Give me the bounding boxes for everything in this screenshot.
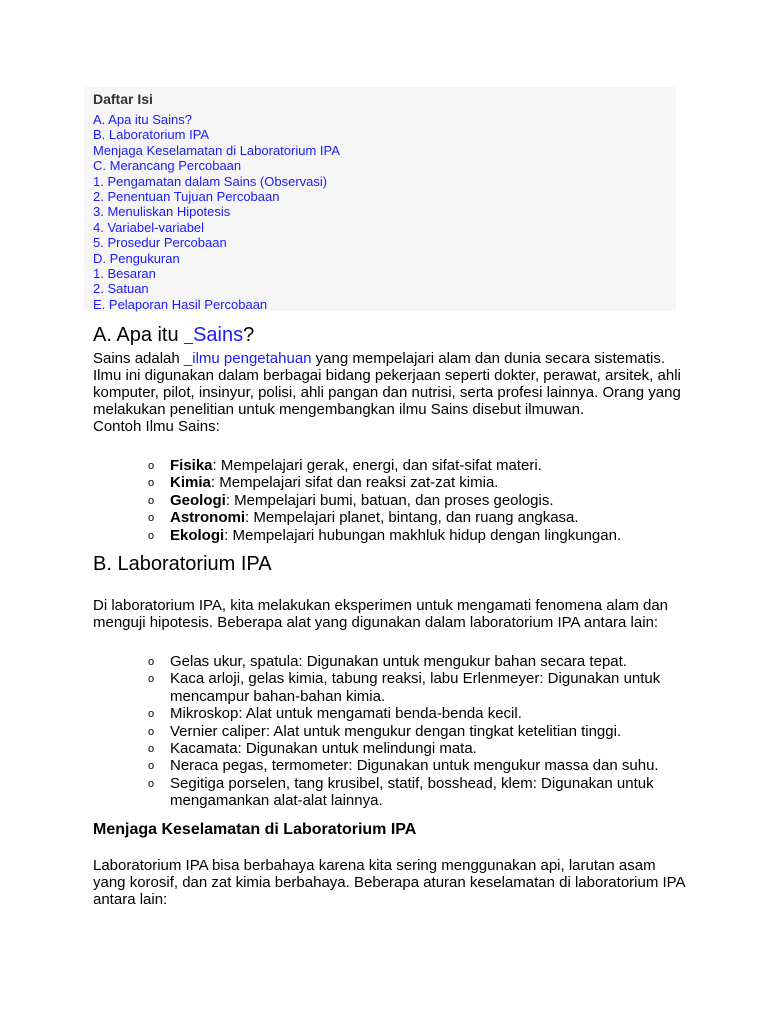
list-item (148, 757, 685, 774)
list-text: Kaca arloji, gelas kimia, tabung reaksi, labu Erlenmeyer: Digunakan untuk mencampur bahan-bahan kimia. (170, 670, 661, 705)
bullet-icon: o (148, 529, 155, 542)
list-item (148, 723, 685, 740)
table-of-contents (84, 87, 676, 311)
section-a-heading (93, 322, 685, 350)
list-item (148, 492, 685, 509)
toc-link-apa-itu-sains[interactable]: A. Apa itu Sains? (93, 112, 193, 127)
toc-title: Daftar Isi (93, 91, 153, 107)
bullet-icon: o (148, 743, 155, 756)
toc-link-besaran[interactable]: 1. Besaran (93, 266, 156, 282)
bullet-icon: o (148, 494, 155, 507)
list-term: Astronomi (170, 509, 245, 527)
article-content (93, 322, 685, 908)
list-text: Gelas ukur, spatula: Digunakan untuk mengukur bahan secara tepat. (170, 653, 627, 671)
science-list (93, 457, 685, 544)
list-text: Vernier caliper: Alat untuk mengukur dengan tingkat ketelitian tinggi. (170, 722, 622, 740)
toc-link-merancang-percobaan[interactable]: C. Merancang Percobaan (93, 158, 242, 174)
para-text: Sains adalah (93, 350, 184, 367)
toc-link-pengamatan[interactable]: 1. Pengamatan dalam Sains (Observasi) (93, 173, 328, 189)
list-text: Mikroskop: Alat untuk mengamati benda-benda kecil. (170, 705, 522, 723)
bullet-icon: o (148, 460, 155, 472)
bullet-icon: o (148, 512, 155, 525)
list-desc: : Mempelajari sifat dan reaksi zat-zat kimia. (210, 474, 499, 492)
contoh-ilmu-label: Contoh Ilmu Sains: (93, 418, 220, 435)
list-item (148, 527, 685, 544)
list-text: Kacamata: Digunakan untuk melindungi mata. (170, 740, 477, 758)
list-item (148, 474, 685, 491)
toc-link-laboratorium-ipa[interactable]: B. Laboratorium IPA (93, 127, 210, 143)
list-item (148, 509, 685, 526)
list-desc: : Mempelajari hubungan makhluk hidup dengan lingkungan. (224, 526, 622, 544)
list-item (148, 775, 685, 810)
toc-link-pelaporan[interactable]: E. Pelaporan Hasil Percobaan (93, 296, 268, 312)
toc-list (93, 112, 667, 312)
list-item (148, 705, 685, 722)
list-item (148, 670, 685, 705)
toc-link-menjaga-keselamatan[interactable]: Menjaga Keselamatan di Laboratorium IPA (93, 142, 340, 158)
list-term: Fisika (170, 457, 213, 474)
section-a-paragraph (93, 350, 685, 418)
list-desc: : Mempelajari planet, bintang, dan ruang angkasa. (245, 509, 579, 527)
list-item (148, 740, 685, 757)
list-item (148, 457, 685, 474)
list-term: Ekologi (170, 526, 225, 544)
para-text: yang mempelajari alam dan dunia secara sistematis. Ilmu ini digunakan dalam berbagai bidang pekerjaan seperti dokter, perawat, arsitek, ahli komputer, pilot, insinyur, polisi, ahli pangan dan nutrisi, serta profesi lainnya. Orang yang melakukan penelitian untuk mengembangkan ilmu Sains disebut ilmuwan. (93, 350, 681, 418)
bullet-icon: o (148, 777, 155, 790)
sains-link[interactable]: Sains (193, 324, 244, 346)
toc-link-hipotesis[interactable]: 3. Menuliskan Hipotesis (93, 204, 231, 220)
bullet-icon: o (148, 477, 155, 490)
list-text: Segitiga porselen, tang krusibel, statif, bosshead, klem: Digunakan untuk mengamankan alat-alat lainnya. (170, 774, 654, 810)
list-term: Geologi (170, 491, 226, 509)
list-text: Neraca pegas, termometer: Digunakan untuk mengukur massa dan suhu. (170, 757, 659, 775)
toc-link-penentuan-tujuan[interactable]: 2. Penentuan Tujuan Percobaan (93, 189, 280, 205)
lab-tools-list (93, 653, 685, 810)
toc-link-pengukuran[interactable]: D. Pengukuran (93, 250, 180, 266)
list-desc: : Mempelajari bumi, batuan, dan proses geologis. (225, 491, 554, 509)
ilmu-pengetahuan-link[interactable]: ilmu pengetahuan (192, 350, 312, 367)
safety-heading: Menjaga Keselamatan di Laboratorium IPA (93, 820, 417, 838)
toc-link-variabel[interactable]: 4. Variabel-variabel (93, 219, 205, 235)
list-item (148, 653, 685, 670)
toc-link-prosedur[interactable]: 5. Prosedur Percobaan (93, 235, 227, 251)
bullet-icon: o (148, 708, 155, 721)
list-term: Kimia (170, 474, 211, 492)
bullet-icon: o (148, 725, 155, 738)
link-marker: _ (183, 350, 193, 367)
bullet-icon: o (148, 656, 155, 669)
list-desc: : Mempelajari gerak, energi, dan sifat-sifat materi. (212, 457, 542, 474)
link-marker: _ (184, 328, 194, 345)
bullet-icon: o (148, 760, 155, 773)
safety-paragraph: Laboratorium IPA bisa berbahaya karena kita sering menggunakan api, larutan asam yang korosif, dan zat kimia berbahaya. Beberapa aturan keselamatan di laboratorium IPA antara lain: (93, 856, 685, 908)
bullet-icon: o (148, 673, 155, 686)
section-b-heading: B. Laboratorium IPA (93, 553, 272, 576)
section-b-paragraph: Di laboratorium IPA, kita melakukan eksperimen untuk mengamati fenomena alam dan menguji hipotesis. Beberapa alat yang digunakan dalam laboratorium IPA antara lain: (93, 597, 669, 632)
section-a-heading-qmark: ? (243, 324, 255, 346)
toc-link-satuan[interactable]: 2. Satuan (93, 281, 149, 297)
section-a-heading-text: A. Apa itu (93, 324, 185, 346)
